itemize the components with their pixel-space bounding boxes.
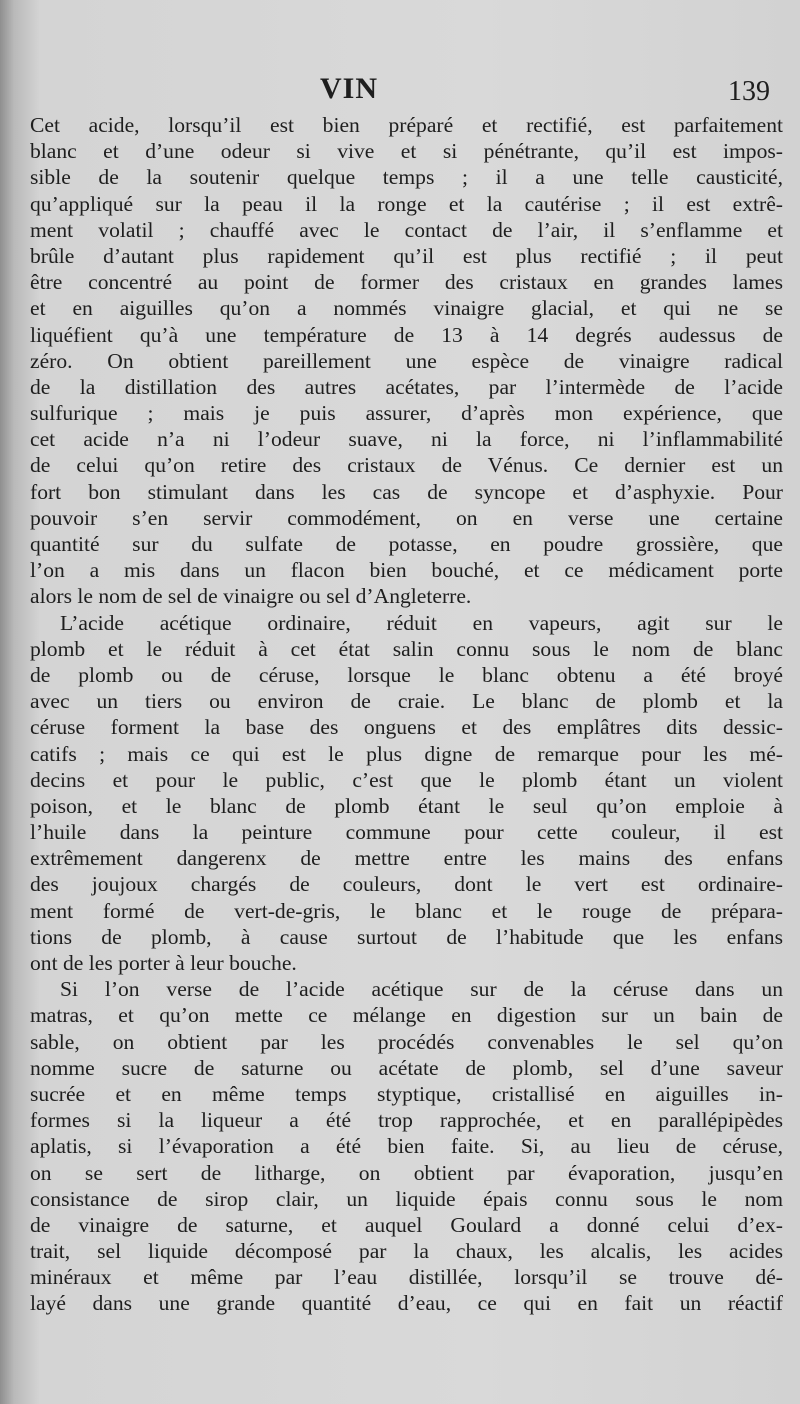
text-line: minéraux et même par l’eau distillée, lorsqu’il se trouve dé- [30,1265,783,1290]
text-line: decins et pour le public, c’est que le plomb étant un violent [30,767,783,792]
text-line: avec un tiers ou environ de craie. Le blanc de plomb et la [30,689,783,714]
text-line: consistance de sirop clair, un liquide épais connu sous le nom [30,1186,783,1211]
text-line: être concentré au point de former des cristaux en grandes lames [30,270,783,295]
text-line: extrêmement dangerenx de mettre entre les mains des enfans [30,846,783,871]
text-line: layé dans une grande quantité d’eau, ce qui en fait un réactif [30,1291,783,1316]
text-line: de celui qu’on retire des cristaux de Vénus. Ce dernier est un [30,453,783,478]
text-line: liquéfient qu’à une température de 13 à 14 degrés audessus de [30,322,783,347]
text-line: sucrée et en même temps styptique, cristallisé en aiguilles in- [30,1081,783,1106]
text-line: trait, sel liquide décomposé par la chaux, les alcalis, les acides [30,1239,783,1264]
text-line: catifs ; mais ce qui est le plus digne de remarque pour les mé- [30,741,783,766]
page-number: 139 [728,76,770,107]
paragraph [30,610,783,977]
text-line: l’huile dans la peinture commune pour cette couleur, il est [30,820,783,845]
page-body [30,112,783,1317]
text-line: et en aiguilles qu’on a nommés vinaigre glacial, et qui ne se [30,296,783,321]
text-line: matras, et qu’on mette ce mélange en digestion sur un bain de [30,1003,783,1028]
text-line: l’on a mis dans un flacon bien bouché, et ce médicament porte [30,558,783,583]
text-line: de la distillation des autres acétates, par l’intermède de l’acide [30,374,783,399]
text-line: plomb et le réduit à cet état salin connu sous le nom de blanc [30,636,783,661]
text-line: poison, et le blanc de plomb étant le seul qu’on emploie à [30,793,783,818]
text-line: céruse forment la base des onguens et des emplâtres dits dessic- [30,715,783,740]
text-line: des joujoux chargés de couleurs, dont le vert est ordinaire- [30,872,783,897]
text-line: de vinaigre de saturne, et auquel Goulard a donné celui d’ex- [30,1212,783,1237]
text-line: aplatis, si l’évaporation a été bien faite. Si, au lieu de céruse, [30,1134,783,1159]
text-line: sulfurique ; mais je puis assurer, d’après mon expérience, que [30,401,783,426]
text-line: qu’appliqué sur la peau il la ronge et la cautérise ; il est extrê- [30,191,783,216]
text-line: Si l’on verse de l’acide acétique sur de la céruse dans un [60,977,783,1002]
text-line: quantité sur du sulfate de potasse, en poudre grossière, que [30,532,783,556]
text-line: tions de plomb, à cause surtout de l’habitude que les enfans [30,924,783,949]
text-line: on se sert de litharge, on obtient par évaporation, jusqu’en [30,1160,783,1185]
text-line: pouvoir s’en servir commodément, on en verse une certaine [30,505,783,530]
text-line: alors le nom de sel de vinaigre ou sel d’Angleterre. [30,584,472,609]
text-line: fort bon stimulant dans les cas de syncope et d’asphyxie. Pour [30,479,783,504]
text-line: de plomb ou de céruse, lorsque le blanc obtenu a été broyé [30,662,783,687]
text-line: L’acide acétique ordinaire, réduit en vapeurs, agit sur le [60,610,783,635]
text-line: sible de la soutenir quelque temps ; il a une telle causticité, [30,165,783,190]
text-line: ont de les porter à leur bouche. [30,951,297,975]
paragraph [30,112,783,610]
text-line: ment formé de vert-de-gris, le blanc et le rouge de prépara- [30,898,783,923]
text-line: ment volatil ; chauffé avec le contact de l’air, il s’enflamme et [30,217,783,242]
text-line: nomme sucre de saturne ou acétate de plomb, sel d’une saveur [30,1055,783,1080]
text-line: formes si la liqueur a été trop rapprochée, et en parallépipèdes [30,1108,783,1133]
text-line: blanc et d’une odeur si vive et si pénétrante, qu’il est impos- [30,139,783,164]
page-header [0,72,800,112]
text-line: sable, on obtient par les procédés convenables le sel qu’on [30,1029,783,1054]
text-line: zéro. On obtient pareillement une espèce de vinaigre radical [30,348,783,373]
running-title: VIN [320,72,379,105]
paragraph [30,976,783,1316]
text-line: Cet acide, lorsqu’il est bien préparé et rectifié, est parfaitement [30,113,783,137]
text-line: brûle d’autant plus rapidement qu’il est plus rectifié ; il peut [30,243,783,268]
text-line: cet acide n’a ni l’odeur suave, ni la force, ni l’inflammabilité [30,427,783,452]
